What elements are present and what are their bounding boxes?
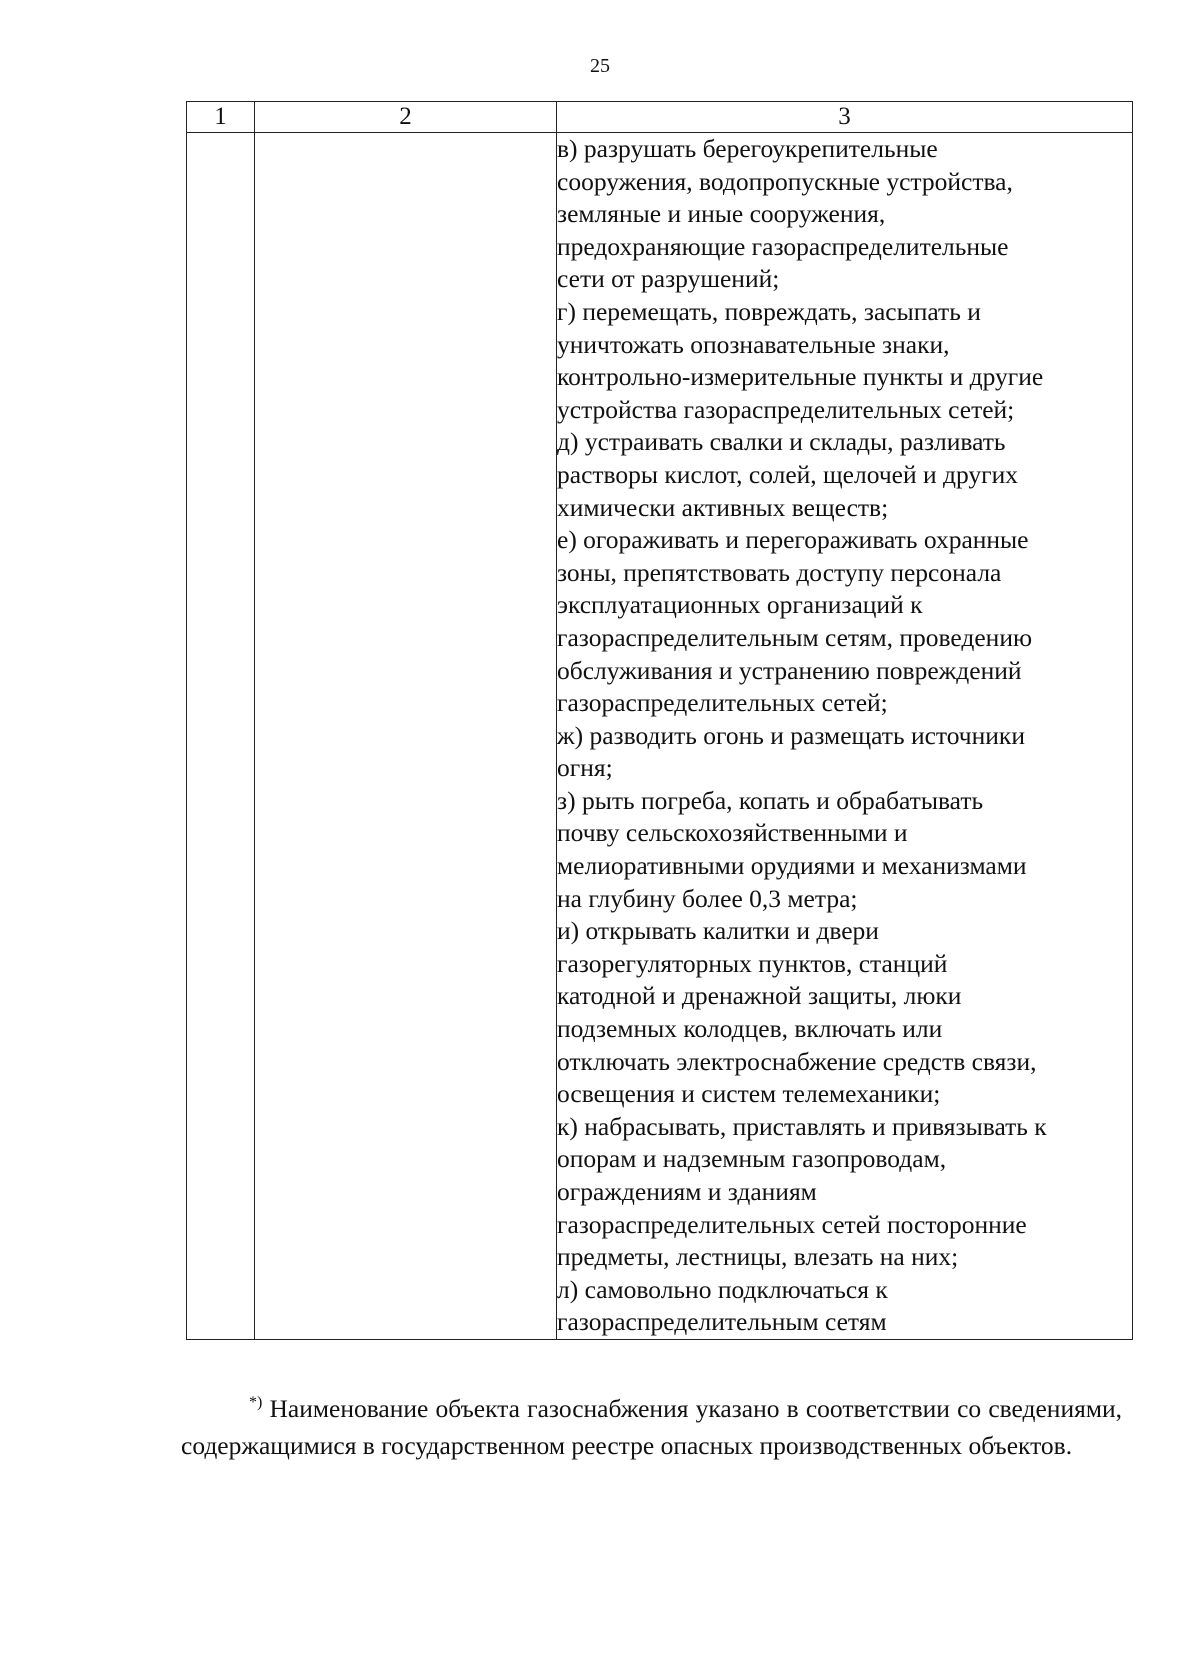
cell-column-1 — [187, 133, 255, 1340]
requirements-table — [186, 101, 1133, 1340]
prohibition-line: на глубину более 0,3 метра; — [557, 883, 858, 913]
prohibition-line: химически активных веществ; — [557, 492, 889, 522]
prohibition-line: з) рыть погреба, копать и обрабатывать — [557, 785, 984, 815]
prohibition-line: зоны, препятствовать доступу персонала — [557, 557, 1002, 587]
prohibition-line: предметы, лестницы, влезать на них; — [557, 1242, 959, 1272]
column-header-1: 1 — [187, 102, 255, 133]
prohibition-line: почву сельскохозяйственными и — [557, 818, 908, 848]
prohibition-line: и) открывать калитки и двери — [557, 916, 879, 946]
table-header-row — [187, 102, 1133, 133]
prohibition-line: к) набрасывать, приставлять и привязывать к — [557, 1111, 1047, 1141]
prohibition-line: газораспределительным сетям, проведению — [557, 622, 1033, 652]
prohibition-line: предохраняющие газораспределительные — [557, 231, 1009, 261]
prohibition-line: опорам и надземным газопроводам, — [557, 1144, 947, 1174]
table-header — [187, 102, 1133, 133]
footnote-marker: *) — [249, 1394, 263, 1411]
footnote-text: Наименование объекта газоснабжения указано в соответствии со сведениями, содержащимися в государственном реестре опасных производственных объектов. — [181, 1394, 1122, 1460]
prohibition-line: катодной и дренажной защиты, люки — [557, 981, 962, 1011]
prohibition-line: контрольно-измерительные пункты и другие — [557, 362, 1044, 392]
page-number: 25 — [590, 55, 610, 77]
cell-column-3 — [557, 133, 1133, 1340]
prohibition-line: сооружения, водопропускные устройства, — [557, 166, 1013, 196]
prohibition-line: ж) разводить огонь и размещать источники — [557, 720, 1025, 750]
prohibition-line: мелиоративными орудиями и механизмами — [557, 851, 1027, 881]
prohibition-line: в) разрушать берегоукрепительные — [557, 134, 938, 163]
prohibition-line: газораспределительным сетям — [557, 1307, 887, 1337]
column-header-3: 3 — [557, 102, 1133, 133]
prohibition-line: газорегуляторных пунктов, станций — [557, 948, 948, 978]
footnote — [181, 1390, 1122, 1464]
prohibition-line: уничтожать опознавательные знаки, — [557, 329, 950, 359]
prohibition-line: обслуживания и устранению повреждений — [557, 655, 1022, 685]
prohibition-line: освещения и систем телемеханики; — [557, 1079, 941, 1109]
table-row — [187, 133, 1133, 1340]
footnote-paragraph — [181, 1390, 1122, 1464]
cell-column-2 — [255, 133, 557, 1340]
prohibition-line: отключать электроснабжение средств связи, — [557, 1046, 1037, 1076]
prohibition-line: д) устраивать свалки и склады, разливать — [557, 427, 1006, 457]
prohibition-line: устройства газораспределительных сетей; — [557, 394, 1015, 424]
prohibition-line: огня; — [557, 753, 613, 783]
prohibition-line: эксплуатационных организаций к — [557, 590, 923, 620]
table-body — [187, 133, 1133, 1340]
column-header-2: 2 — [255, 102, 557, 133]
prohibition-line: подземных колодцев, включать или — [557, 1014, 943, 1044]
prohibition-line: ограждениям и зданиям — [557, 1177, 817, 1206]
prohibition-line: л) самовольно подключаться к — [557, 1274, 888, 1304]
prohibition-line: сети от разрушений; — [557, 264, 780, 294]
prohibition-line: е) огораживать и перегораживать охранные — [557, 525, 1029, 555]
prohibition-line: растворы кислот, солей, щелочей и других — [557, 459, 1018, 489]
prohibition-line: газораспределительных сетей посторонние — [557, 1209, 1027, 1239]
prohibition-line: земляные и иные сооружения, — [557, 199, 886, 229]
prohibition-line: г) перемещать, повреждать, засыпать и — [557, 296, 981, 326]
prohibition-line: газораспределительных сетей; — [557, 688, 888, 718]
